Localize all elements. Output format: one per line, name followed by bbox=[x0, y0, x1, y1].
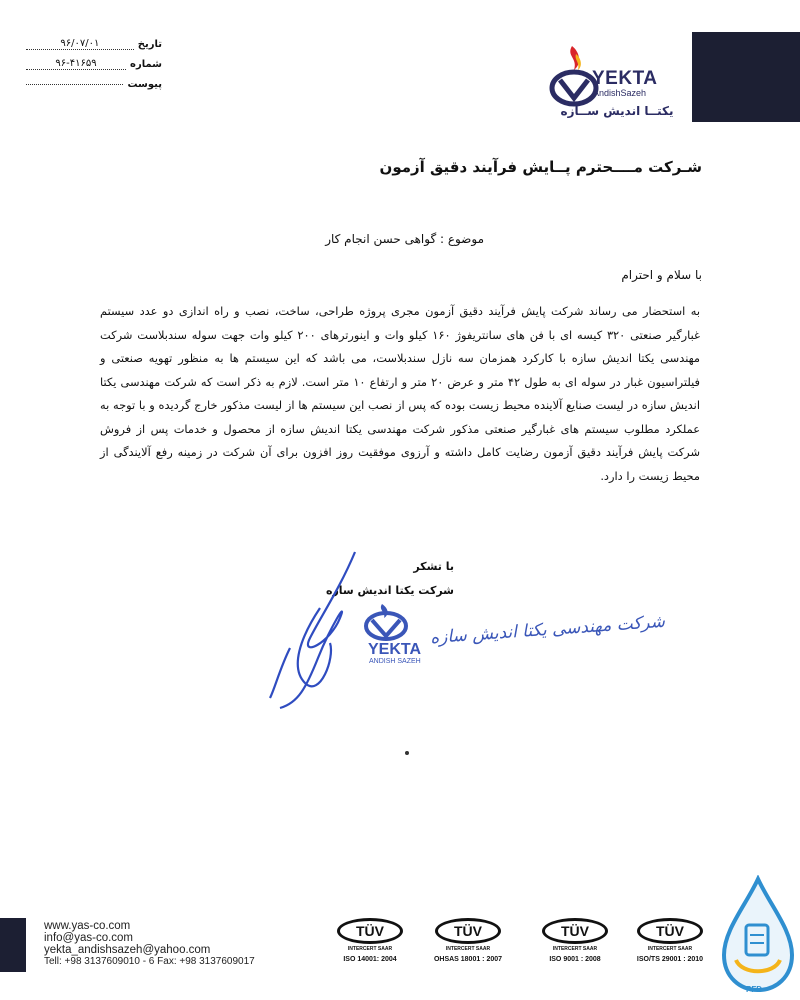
tuv-mark: TÜV bbox=[337, 918, 403, 944]
cert-code: OHSAS 18001 : 2007 bbox=[433, 956, 503, 963]
letter-meta bbox=[22, 34, 162, 94]
letter-subject: موضوع : گواهی حسن انجام کار bbox=[325, 232, 484, 246]
website-link[interactable]: www.yas-co.com bbox=[44, 920, 131, 932]
date-value: ۹۶/۰۷/۰۱ bbox=[26, 38, 134, 50]
cert-brand: INTERCERT SAAR bbox=[347, 946, 393, 952]
cert-brand: INTERCERT SAAR bbox=[552, 946, 598, 952]
header-corner-block bbox=[692, 32, 800, 122]
attachment-row bbox=[22, 74, 162, 94]
logo-subname: AndishSazeh bbox=[593, 88, 647, 98]
cert-code: ISO 14001: 2004 bbox=[343, 956, 397, 963]
stamp-logo-name: YEKTA bbox=[368, 641, 422, 658]
letter-body: به استحضار می رساند شرکت پایش فرآیند دقیق آزمون مجری پروژه طراحی، ساخت، نصب و راه اندازی دو عدد سیستم غبارگیر صنعتی ۳۲۰ کیسه ای با فن های سانتریفوژ ۱۶۰ کیلو وات و اینورترهای ۲۰۰ کیلو وات جهت سوله سندبلاست شرکت مهندسی یکتا اندیش سازه با کارکرد همزمان سه نازل سندبلاست، می باشد که این سیستم ها به منظور تهویه صنعتی و فیلتراسیون غبار در سوله ای به طول ۴۲ متر و عرض ۲۰ متر و ارتفاع ۱۰ متر است. لازم به ذکر است که شرکت مهندسی یکتا اندیش سازه در لیست صنایع آلاینده محیط زیست بوده که پس از نصب این سیستم ها از لیست مذکور خارج گردیده و با توجه به عملکرد مطلوب سیستم های غبارگیر صنعتی مذکور شرکت مهندسی یکتا اندیش سازه از محصول و خدمات پس از فروش شرکت پایش فرآیند دقیق آزمون رضایت کامل داشته و آرزوی موفقیت روز افزون برای آن شرکت در زمینه رفع آلایندگی از محیط زیست را دارد. bbox=[100, 304, 700, 483]
date-row bbox=[22, 34, 162, 54]
date-label: تاریخ bbox=[137, 38, 162, 50]
cert-badge-iso9001 bbox=[535, 918, 615, 974]
logo-persian-name: یکتــا اندیش ســازه bbox=[560, 104, 674, 118]
footer-corner-block bbox=[0, 918, 26, 972]
cert-badge-isots29001 bbox=[630, 918, 710, 974]
number-row bbox=[22, 54, 162, 74]
tuv-mark: TÜV bbox=[435, 918, 501, 944]
pfd-label: PFD bbox=[746, 985, 762, 994]
cert-badge-ohsas18001 bbox=[428, 918, 508, 974]
tuv-mark: TÜV bbox=[637, 918, 703, 944]
email-link-info[interactable]: info@yas-co.com bbox=[44, 932, 134, 944]
pfd-drop-icon bbox=[716, 875, 800, 1000]
closing-company: شرکت یکتا اندیش سازه bbox=[325, 584, 454, 597]
logo-name: YEKTA bbox=[592, 68, 658, 89]
email-link-yahoo[interactable]: yekta_andishsazeh@yahoo.com bbox=[44, 944, 211, 956]
tuv-mark: TÜV bbox=[542, 918, 608, 944]
number-value: ۹۶-۴۱۶۵۹ bbox=[26, 58, 126, 70]
letter-greeting: با سلام و احترام bbox=[621, 268, 702, 282]
cert-brand: INTERCERT SAAR bbox=[647, 946, 693, 952]
cert-code: ISO/TS 29001 : 2010 bbox=[636, 956, 704, 963]
stamp-company-name: شرکت مهندسی یکتا اندیش سازه bbox=[429, 611, 666, 649]
recipient-title: شـرکت مــــحترم پــایش فرآیند دقیق آزمون bbox=[379, 158, 702, 176]
number-label: شماره bbox=[130, 58, 162, 70]
cert-brand: INTERCERT SAAR bbox=[445, 946, 491, 952]
attachment-label: پیوست bbox=[127, 78, 162, 90]
phone-fax: Tell: +98 3137609010 - 6 Fax: +98 3137609017 bbox=[44, 956, 255, 967]
attachment-value bbox=[26, 84, 123, 85]
page-dot bbox=[405, 751, 409, 755]
cert-badge-iso14001 bbox=[330, 918, 410, 974]
cert-code: ISO 9001 : 2008 bbox=[549, 956, 601, 963]
closing-line: با تشکر bbox=[413, 560, 454, 573]
footer-contacts bbox=[44, 920, 255, 968]
stamp-logo-subname: ANDISH SAZEH bbox=[369, 658, 421, 665]
